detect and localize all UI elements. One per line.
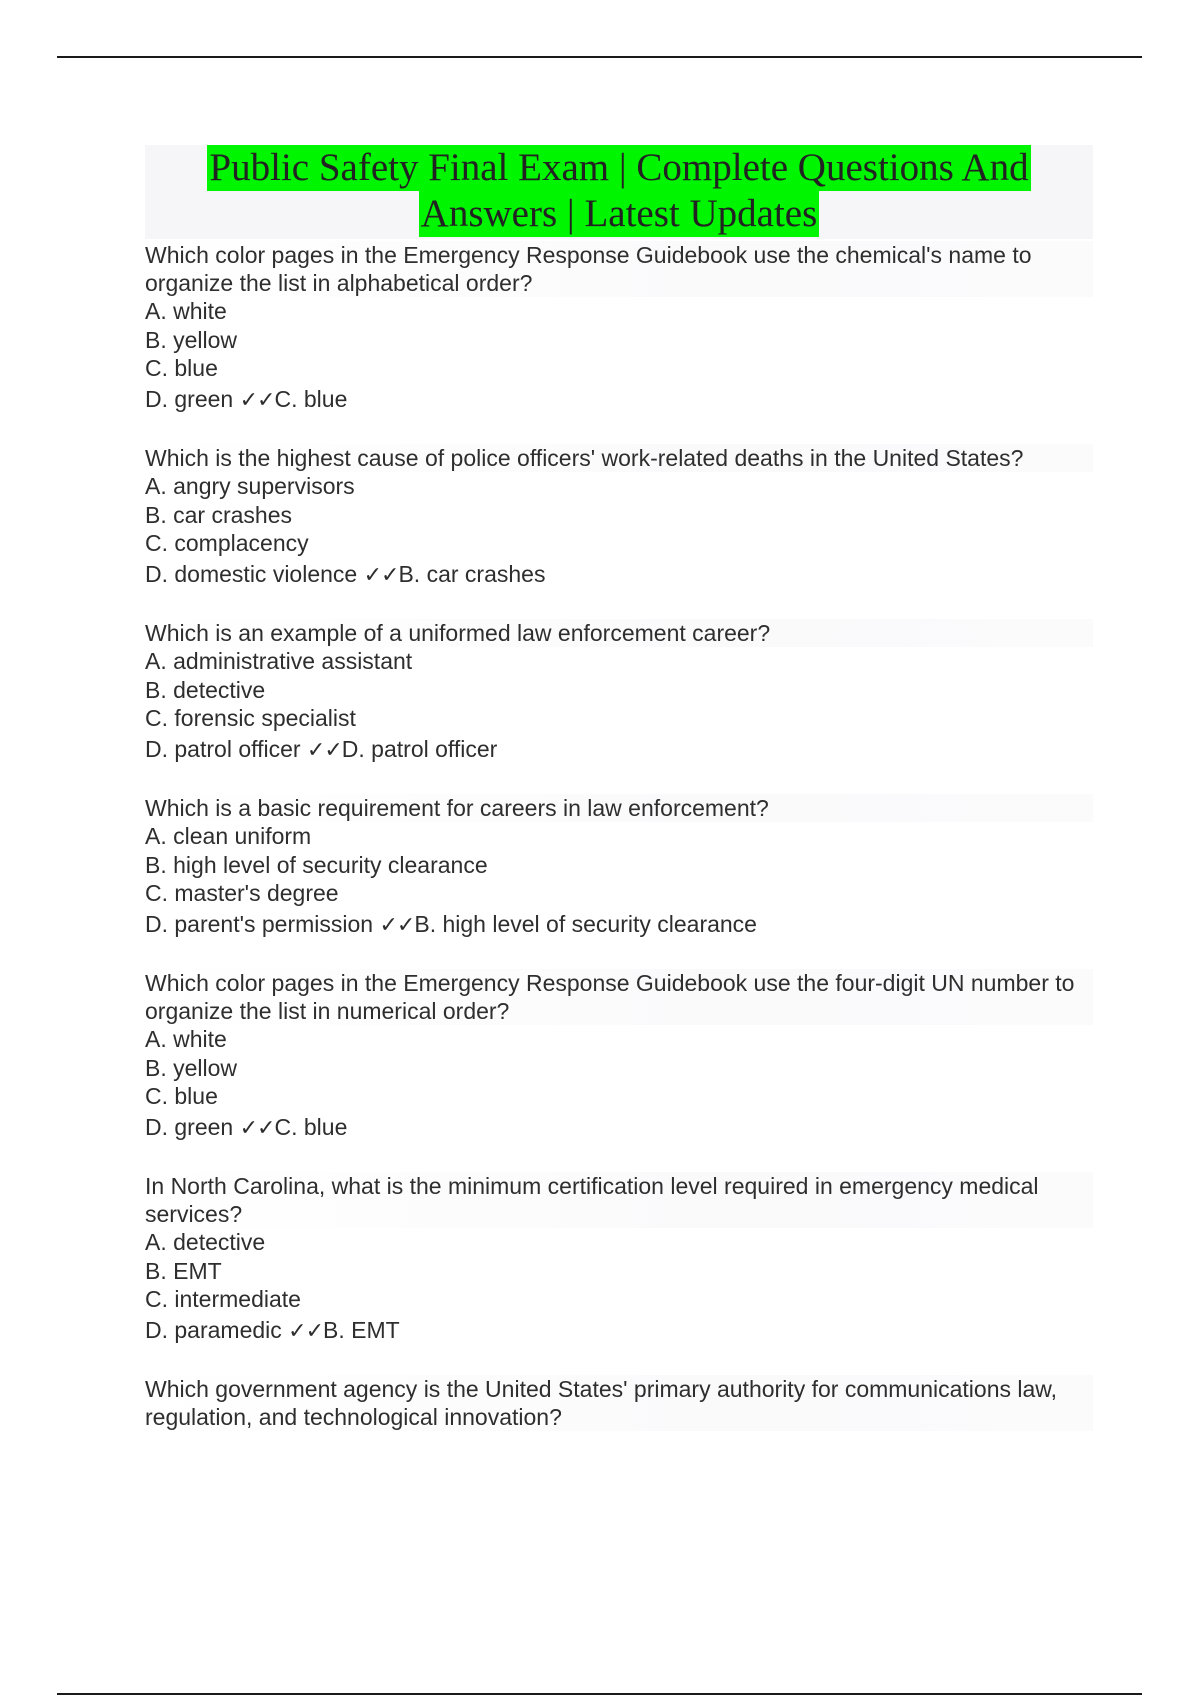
question-text: In North Carolina, what is the minimum certification level required in emergency medical services?: [145, 1172, 1093, 1228]
question-text: Which government agency is the United States' primary authority for communications law, regulation, and technological innovation?: [145, 1375, 1093, 1431]
check-mark-icon: ✓✓: [306, 737, 342, 763]
question-block: [145, 619, 1093, 765]
answer-text: C. blue: [274, 1113, 348, 1140]
option-a: A. detective: [145, 1229, 266, 1255]
question-block: [145, 1172, 1093, 1346]
check-mark-icon: ✓✓: [363, 562, 399, 588]
document-body: [145, 145, 1093, 1460]
question-text: Which is an example of a uniformed law enforcement career?: [145, 619, 1093, 647]
title-line-1: Public Safety Final Exam | Complete Questions And: [209, 146, 1029, 189]
question-text: Which color pages in the Emergency Response Guidebook use the four-digit UN number to organize the list in numerical order?: [145, 969, 1093, 1025]
option-d: D. green: [145, 385, 234, 412]
option-b: B. EMT: [145, 1257, 222, 1284]
question-text: Which is a basic requirement for careers in law enforcement?: [145, 794, 1093, 822]
option-d: D. green: [145, 1113, 234, 1140]
question-text: Which is the highest cause of police officers' work-related deaths in the United States?: [145, 444, 1093, 472]
option-d-with-answer: [145, 735, 1093, 766]
check-mark-icon: ✓✓: [239, 387, 275, 413]
header-rule: [57, 56, 1142, 58]
question-text: Which color pages in the Emergency Response Guidebook use the chemical's name to organize the list in alphabetical order?: [145, 241, 1093, 297]
title-line-2: Answers | Latest Updates: [420, 192, 818, 235]
answer-text: D. patrol officer: [341, 735, 498, 762]
option-a: A. white: [145, 298, 227, 324]
document-title: [145, 145, 1093, 239]
option-a: A. clean uniform: [145, 823, 312, 849]
option-a: A. white: [145, 1026, 227, 1052]
footer-rule: [57, 1693, 1142, 1695]
option-c: C. master's degree: [145, 880, 339, 906]
option-b: B. yellow: [145, 1054, 238, 1081]
answer-text: B. car crashes: [398, 560, 546, 587]
check-mark-icon: ✓✓: [379, 912, 415, 938]
option-d-with-answer: [145, 1316, 1093, 1347]
option-c: C. forensic specialist: [145, 705, 356, 731]
option-d-with-answer: [145, 910, 1093, 941]
option-c: C. intermediate: [145, 1286, 301, 1312]
option-d: D. paramedic: [145, 1316, 282, 1343]
answer-text: B. high level of security clearance: [414, 910, 757, 937]
answer-text: B. EMT: [323, 1316, 400, 1343]
option-b: B. detective: [145, 676, 266, 703]
option-d-with-answer: [145, 560, 1093, 591]
option-d: D. domestic violence: [145, 560, 358, 587]
question-block: [145, 241, 1093, 415]
option-d-with-answer: [145, 385, 1093, 416]
option-d-with-answer: [145, 1113, 1093, 1144]
check-mark-icon: ✓✓: [288, 1318, 324, 1344]
option-c: C. blue: [145, 355, 218, 381]
option-b: B. high level of security clearance: [145, 851, 488, 878]
question-block: [145, 969, 1093, 1143]
option-c: C. complacency: [145, 530, 309, 556]
question-block: [145, 444, 1093, 590]
option-d: D. patrol officer: [145, 735, 301, 762]
check-mark-icon: ✓✓: [239, 1115, 275, 1141]
question-block: [145, 1375, 1093, 1431]
option-a: A. angry supervisors: [145, 473, 355, 499]
option-a: A. administrative assistant: [145, 648, 413, 674]
option-d: D. parent's permission: [145, 910, 374, 937]
option-b: B. yellow: [145, 326, 238, 353]
option-b: B. car crashes: [145, 501, 292, 528]
answer-text: C. blue: [274, 385, 348, 412]
question-block: [145, 794, 1093, 940]
option-c: C. blue: [145, 1083, 218, 1109]
